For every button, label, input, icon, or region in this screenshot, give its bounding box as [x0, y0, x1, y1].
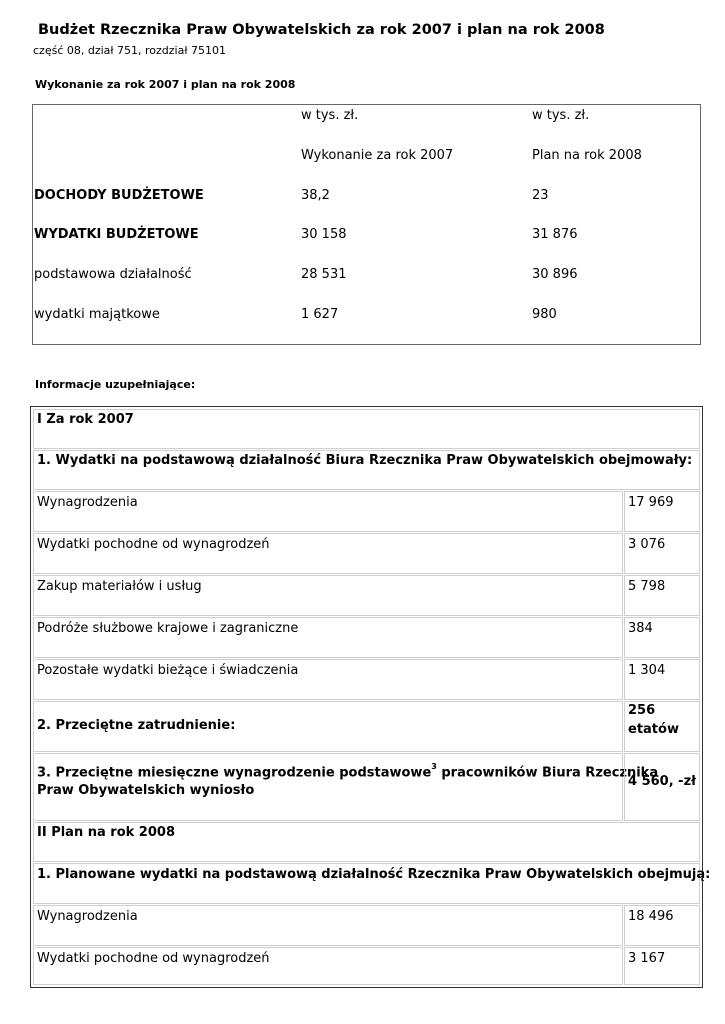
section-2007-title: I Za rok 2007 [33, 409, 700, 449]
expenses-2008: 31 876 [532, 227, 578, 242]
expenses-2007: 30 158 [301, 227, 347, 242]
list-item-value: 1 304 [624, 659, 700, 700]
list-item-value: 3 167 [624, 947, 700, 985]
summary-table [32, 104, 701, 345]
section-2008-title: II Plan na rok 2008 [33, 822, 700, 862]
info-heading: Informacje uzupełniające: [35, 378, 196, 391]
employment-label: 2. Przeciętne zatrudnienie: [33, 701, 623, 752]
income-2007: 38,2 [301, 188, 330, 203]
row-label-expenses: WYDATKI BUDŻETOWE [34, 227, 199, 242]
employment-value: 256 etatów [624, 701, 700, 752]
row-label-core-activity: podstawowa działalność [34, 267, 192, 282]
list-item: Zakup materiałów i usług [33, 575, 623, 616]
summary-heading: Wykonanie za rok 2007 i plan na rok 2008 [35, 78, 296, 91]
capital-2007: 1 627 [301, 307, 339, 322]
list-item: Wydatki pochodne od wynagrodzeń [33, 533, 623, 574]
list-item-value: 17 969 [624, 491, 700, 532]
list-item: Wynagrodzenia [33, 905, 623, 946]
salary-value: 4 560, -zł [624, 753, 700, 821]
list-item-value: 18 496 [624, 905, 700, 946]
list-item: Pozostałe wydatki bieżące i świadczenia [33, 659, 623, 700]
core-activity-2008: 30 896 [532, 267, 578, 282]
capital-2008: 980 [532, 307, 557, 322]
list-item-value: 5 798 [624, 575, 700, 616]
expenses-2007-heading: 1. Wydatki na podstawową działalność Biura Rzecznika Praw Obywatelskich obejmowały: [33, 450, 700, 490]
list-item: Podróże służbowe krajowe i zagraniczne [33, 617, 623, 658]
row-label-capital: wydatki majątkowe [34, 307, 160, 322]
info-table [30, 406, 711, 988]
income-2008: 23 [532, 188, 549, 203]
salary-label: 3. Przeciętne miesięczne wynagrodzenie podstawowe$^3$ pracowników Biura Rzecznika Praw Obywatelskich wyniosło [33, 753, 623, 821]
row-label-income: DOCHODY BUDŻETOWE [34, 188, 204, 203]
list-item: Wydatki pochodne od wynagrodzeń [33, 947, 623, 985]
page-title: Budżet Rzecznika Praw Obywatelskich za rok 2007 i plan na rok 2008 [38, 22, 605, 38]
col-unit-2007: w tys. zł. [301, 108, 359, 123]
list-item: Wynagrodzenia [33, 491, 623, 532]
budget-classification: część 08, dział 751, rozdział 75101 [33, 44, 226, 57]
list-item-value: 384 [624, 617, 700, 658]
core-activity-2007: 28 531 [301, 267, 347, 282]
col-header-2007: Wykonanie za rok 2007 [301, 148, 454, 163]
list-item-value: 3 076 [624, 533, 700, 574]
expenses-2008-heading: 1. Planowane wydatki na podstawową działalność Rzecznika Praw Obywatelskich obejmują: [33, 863, 700, 904]
col-header-2008: Plan na rok 2008 [532, 148, 642, 163]
col-unit-2008: w tys. zł. [532, 108, 590, 123]
